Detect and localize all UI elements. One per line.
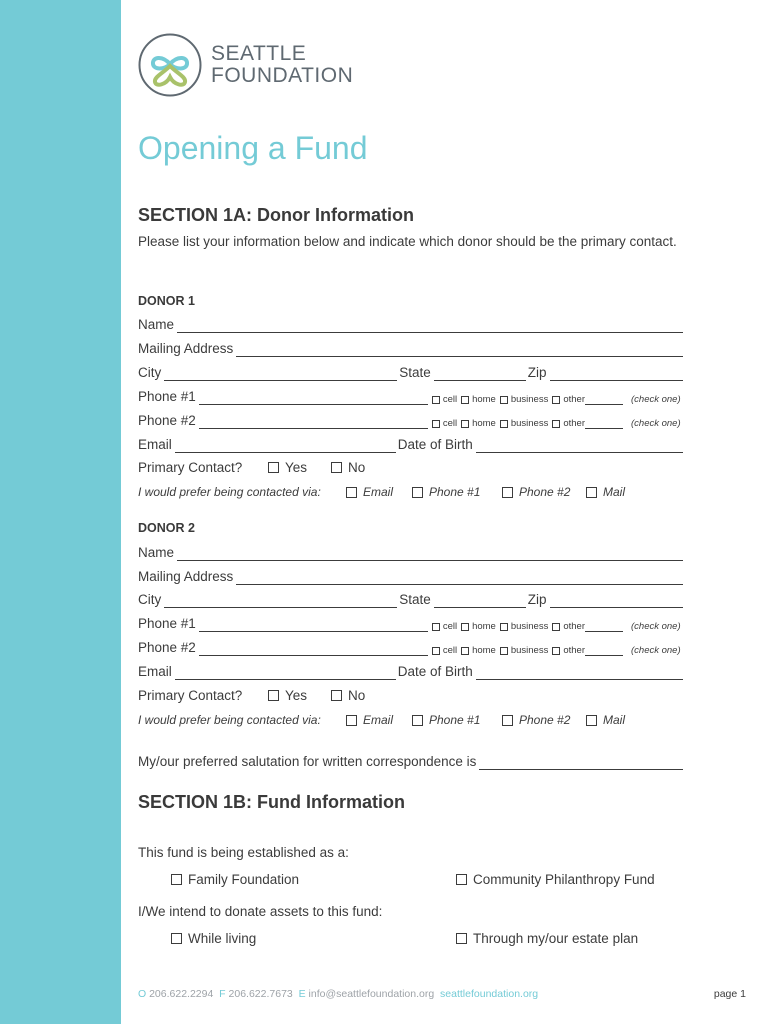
- prefer-label: I would prefer being contacted via:: [138, 485, 321, 499]
- donor1-primary-contact-row: [138, 460, 438, 476]
- business-checkbox[interactable]: [500, 623, 508, 631]
- donor2-address-field[interactable]: [236, 573, 683, 585]
- home-label: home: [472, 621, 496, 632]
- primary-yes-checkbox[interactable]: [268, 690, 279, 701]
- footer-email[interactable]: info@seattlefoundation.org: [308, 988, 435, 1000]
- pref-mail-label: Mail: [603, 713, 626, 727]
- other-field[interactable]: [585, 646, 623, 656]
- salutation-row: [138, 754, 683, 770]
- established-as-label: This fund is being established as a:: [138, 845, 349, 860]
- no-label: No: [348, 460, 366, 475]
- check-one-note: (check one): [631, 418, 681, 429]
- donor1-email-row: [138, 437, 683, 453]
- zip-label: Zip: [527, 365, 547, 380]
- phone1-label: Phone #1: [138, 616, 196, 631]
- pref-email-label: Email: [363, 713, 394, 727]
- donor1-phone1-field[interactable]: [199, 393, 428, 405]
- cell-checkbox[interactable]: [432, 396, 440, 404]
- seattle-foundation-logo-icon: [138, 33, 202, 97]
- business-checkbox[interactable]: [500, 420, 508, 428]
- section-1a-intro: Please list your information below and indicate which donor should be the primary contact.: [138, 234, 677, 249]
- fax-number: 206.622.7673: [228, 988, 293, 1000]
- pref-email-checkbox[interactable]: [346, 487, 357, 498]
- pref-phone1-label: Phone #1: [429, 713, 481, 727]
- pref-phone1-checkbox[interactable]: [412, 715, 423, 726]
- family-foundation-label: Family Foundation: [188, 872, 300, 887]
- office-phone: 206.622.2294: [149, 988, 214, 1000]
- pref-phone2-label: Phone #2: [519, 713, 571, 727]
- logo-wordmark: [211, 43, 353, 87]
- community-fund-option: [456, 872, 655, 887]
- primary-yes-checkbox[interactable]: [268, 462, 279, 473]
- primary-contact-label: Primary Contact?: [138, 688, 243, 703]
- business-checkbox[interactable]: [500, 647, 508, 655]
- while-living-checkbox[interactable]: [171, 933, 182, 944]
- mailing-address-label: Mailing Address: [138, 569, 234, 584]
- cell-label: cell: [442, 418, 458, 429]
- state-label: State: [399, 592, 431, 607]
- donor1-city-row: [138, 365, 683, 381]
- donor1-city-field[interactable]: [164, 369, 397, 381]
- cell-label: cell: [442, 394, 458, 405]
- other-label: other: [563, 645, 585, 656]
- donor2-address-row: [138, 569, 683, 585]
- pref-mail-checkbox[interactable]: [586, 487, 597, 498]
- pref-email-label: Email: [363, 485, 394, 499]
- phone-type-options: [432, 418, 681, 429]
- phone2-label: Phone #2: [138, 413, 196, 428]
- prefer-label: I would prefer being contacted via:: [138, 713, 321, 727]
- donor2-city-field[interactable]: [164, 596, 397, 608]
- pref-mail-checkbox[interactable]: [586, 715, 597, 726]
- home-label: home: [472, 394, 496, 405]
- cell-checkbox[interactable]: [432, 420, 440, 428]
- primary-no-checkbox[interactable]: [331, 462, 342, 473]
- state-label: State: [399, 365, 431, 380]
- footer-contact: [138, 988, 538, 1000]
- other-field[interactable]: [585, 419, 623, 429]
- donor2-name-row: [138, 545, 683, 561]
- page-number: page 1: [713, 988, 746, 1000]
- donor1-contact-preference-row: [138, 485, 638, 501]
- dob-label: Date of Birth: [397, 437, 473, 452]
- while-living-label: While living: [188, 931, 257, 946]
- donor1-phone1-row: [138, 389, 690, 405]
- yes-label: Yes: [285, 688, 308, 703]
- pref-phone2-checkbox[interactable]: [502, 487, 513, 498]
- donor2-city-row: [138, 592, 683, 608]
- other-checkbox[interactable]: [552, 647, 560, 655]
- check-one-note: (check one): [631, 645, 681, 656]
- zip-label: Zip: [527, 592, 547, 607]
- check-one-note: (check one): [631, 394, 681, 405]
- donor2-contact-preference-row: [138, 713, 638, 729]
- salutation-field[interactable]: [479, 758, 683, 770]
- cell-checkbox[interactable]: [432, 623, 440, 631]
- footer-website-link[interactable]: seattlefoundation.org: [440, 988, 539, 1000]
- donor2-phone2-field[interactable]: [199, 644, 428, 656]
- phone-type-options: [432, 645, 681, 656]
- email-label: Email: [138, 664, 172, 679]
- donor2-primary-contact-row: [138, 688, 438, 704]
- section-1a-heading: SECTION 1A: Donor Information: [138, 205, 414, 225]
- phone2-label: Phone #2: [138, 640, 196, 655]
- estate-plan-label: Through my/our estate plan: [473, 931, 639, 946]
- intend-label: I/We intend to donate assets to this fund:: [138, 904, 383, 919]
- donor2-phone1-field[interactable]: [199, 620, 428, 632]
- home-label: home: [472, 645, 496, 656]
- donor1-dob-field[interactable]: [476, 441, 683, 453]
- home-checkbox[interactable]: [461, 420, 469, 428]
- other-label: other: [563, 394, 585, 405]
- donor2-phone1-row: [138, 616, 690, 632]
- estate-plan-option: [456, 931, 638, 946]
- donor1-label: DONOR 1: [138, 294, 195, 308]
- phone-type-options: [432, 394, 681, 405]
- pref-phone1-label: Phone #1: [429, 485, 481, 499]
- donor2-email-row: [138, 664, 683, 680]
- other-field[interactable]: [585, 622, 623, 632]
- city-label: City: [138, 592, 162, 607]
- other-label: other: [563, 621, 585, 632]
- other-checkbox[interactable]: [552, 420, 560, 428]
- pref-phone1-checkbox[interactable]: [412, 487, 423, 498]
- donor1-address-row: [138, 341, 683, 357]
- sidebar-band: [0, 0, 121, 1024]
- family-foundation-option: [171, 872, 299, 887]
- phone1-label: Phone #1: [138, 389, 196, 404]
- other-field[interactable]: [585, 395, 623, 405]
- home-checkbox[interactable]: [461, 647, 469, 655]
- donor1-phone2-row: [138, 413, 690, 429]
- cell-label: cell: [442, 645, 458, 656]
- pref-phone2-label: Phone #2: [519, 485, 571, 499]
- family-foundation-checkbox[interactable]: [171, 874, 182, 885]
- donor1-address-field[interactable]: [236, 345, 683, 357]
- donor2-zip-field[interactable]: [550, 596, 683, 608]
- yes-label: Yes: [285, 460, 308, 475]
- pref-mail-label: Mail: [603, 485, 626, 499]
- donor2-state-field[interactable]: [434, 596, 526, 608]
- name-label: Name: [138, 317, 175, 332]
- donor1-email-field[interactable]: [175, 441, 396, 453]
- city-label: City: [138, 365, 162, 380]
- home-label: home: [472, 418, 496, 429]
- office-key: O: [138, 988, 147, 1000]
- community-fund-label: Community Philanthropy Fund: [473, 872, 655, 887]
- mailing-address-label: Mailing Address: [138, 341, 234, 356]
- business-checkbox[interactable]: [500, 396, 508, 404]
- donor2-phone2-row: [138, 640, 690, 656]
- section-1b-heading: SECTION 1B: Fund Information: [138, 792, 405, 812]
- dob-label: Date of Birth: [397, 664, 473, 679]
- donor1-name-field[interactable]: [177, 321, 683, 333]
- business-label: business: [510, 418, 549, 429]
- email-label: Email: [138, 437, 172, 452]
- phone-type-options: [432, 621, 681, 632]
- business-label: business: [510, 394, 549, 405]
- name-label: Name: [138, 545, 175, 560]
- other-checkbox[interactable]: [552, 623, 560, 631]
- community-fund-checkbox[interactable]: [456, 874, 467, 885]
- donor1-zip-field[interactable]: [550, 369, 683, 381]
- primary-no-checkbox[interactable]: [331, 690, 342, 701]
- logo-line1: SEATTLE: [211, 42, 307, 65]
- donor1-phone2-field[interactable]: [199, 417, 428, 429]
- donor2-name-field[interactable]: [177, 549, 683, 561]
- other-checkbox[interactable]: [552, 396, 560, 404]
- check-one-note: (check one): [631, 621, 681, 632]
- business-label: business: [510, 645, 549, 656]
- primary-contact-label: Primary Contact?: [138, 460, 243, 475]
- no-label: No: [348, 688, 366, 703]
- pref-email-checkbox[interactable]: [346, 715, 357, 726]
- business-label: business: [510, 621, 549, 632]
- donor2-email-field[interactable]: [175, 668, 396, 680]
- home-checkbox[interactable]: [461, 396, 469, 404]
- while-living-option: [171, 931, 256, 946]
- donor1-state-field[interactable]: [434, 369, 526, 381]
- donor2-dob-field[interactable]: [476, 668, 683, 680]
- logo-line2: FOUNDATION: [211, 64, 354, 87]
- estate-plan-checkbox[interactable]: [456, 933, 467, 944]
- email-key: E: [298, 988, 306, 1000]
- other-label: other: [563, 418, 585, 429]
- salutation-label: My/our preferred salutation for written correspondence is: [138, 754, 477, 769]
- fax-key: F: [219, 988, 226, 1000]
- donor1-name-row: [138, 317, 683, 333]
- cell-label: cell: [442, 621, 458, 632]
- page-title: Opening a Fund: [138, 130, 368, 166]
- donor2-label: DONOR 2: [138, 521, 195, 535]
- cell-checkbox[interactable]: [432, 647, 440, 655]
- pref-phone2-checkbox[interactable]: [502, 715, 513, 726]
- home-checkbox[interactable]: [461, 623, 469, 631]
